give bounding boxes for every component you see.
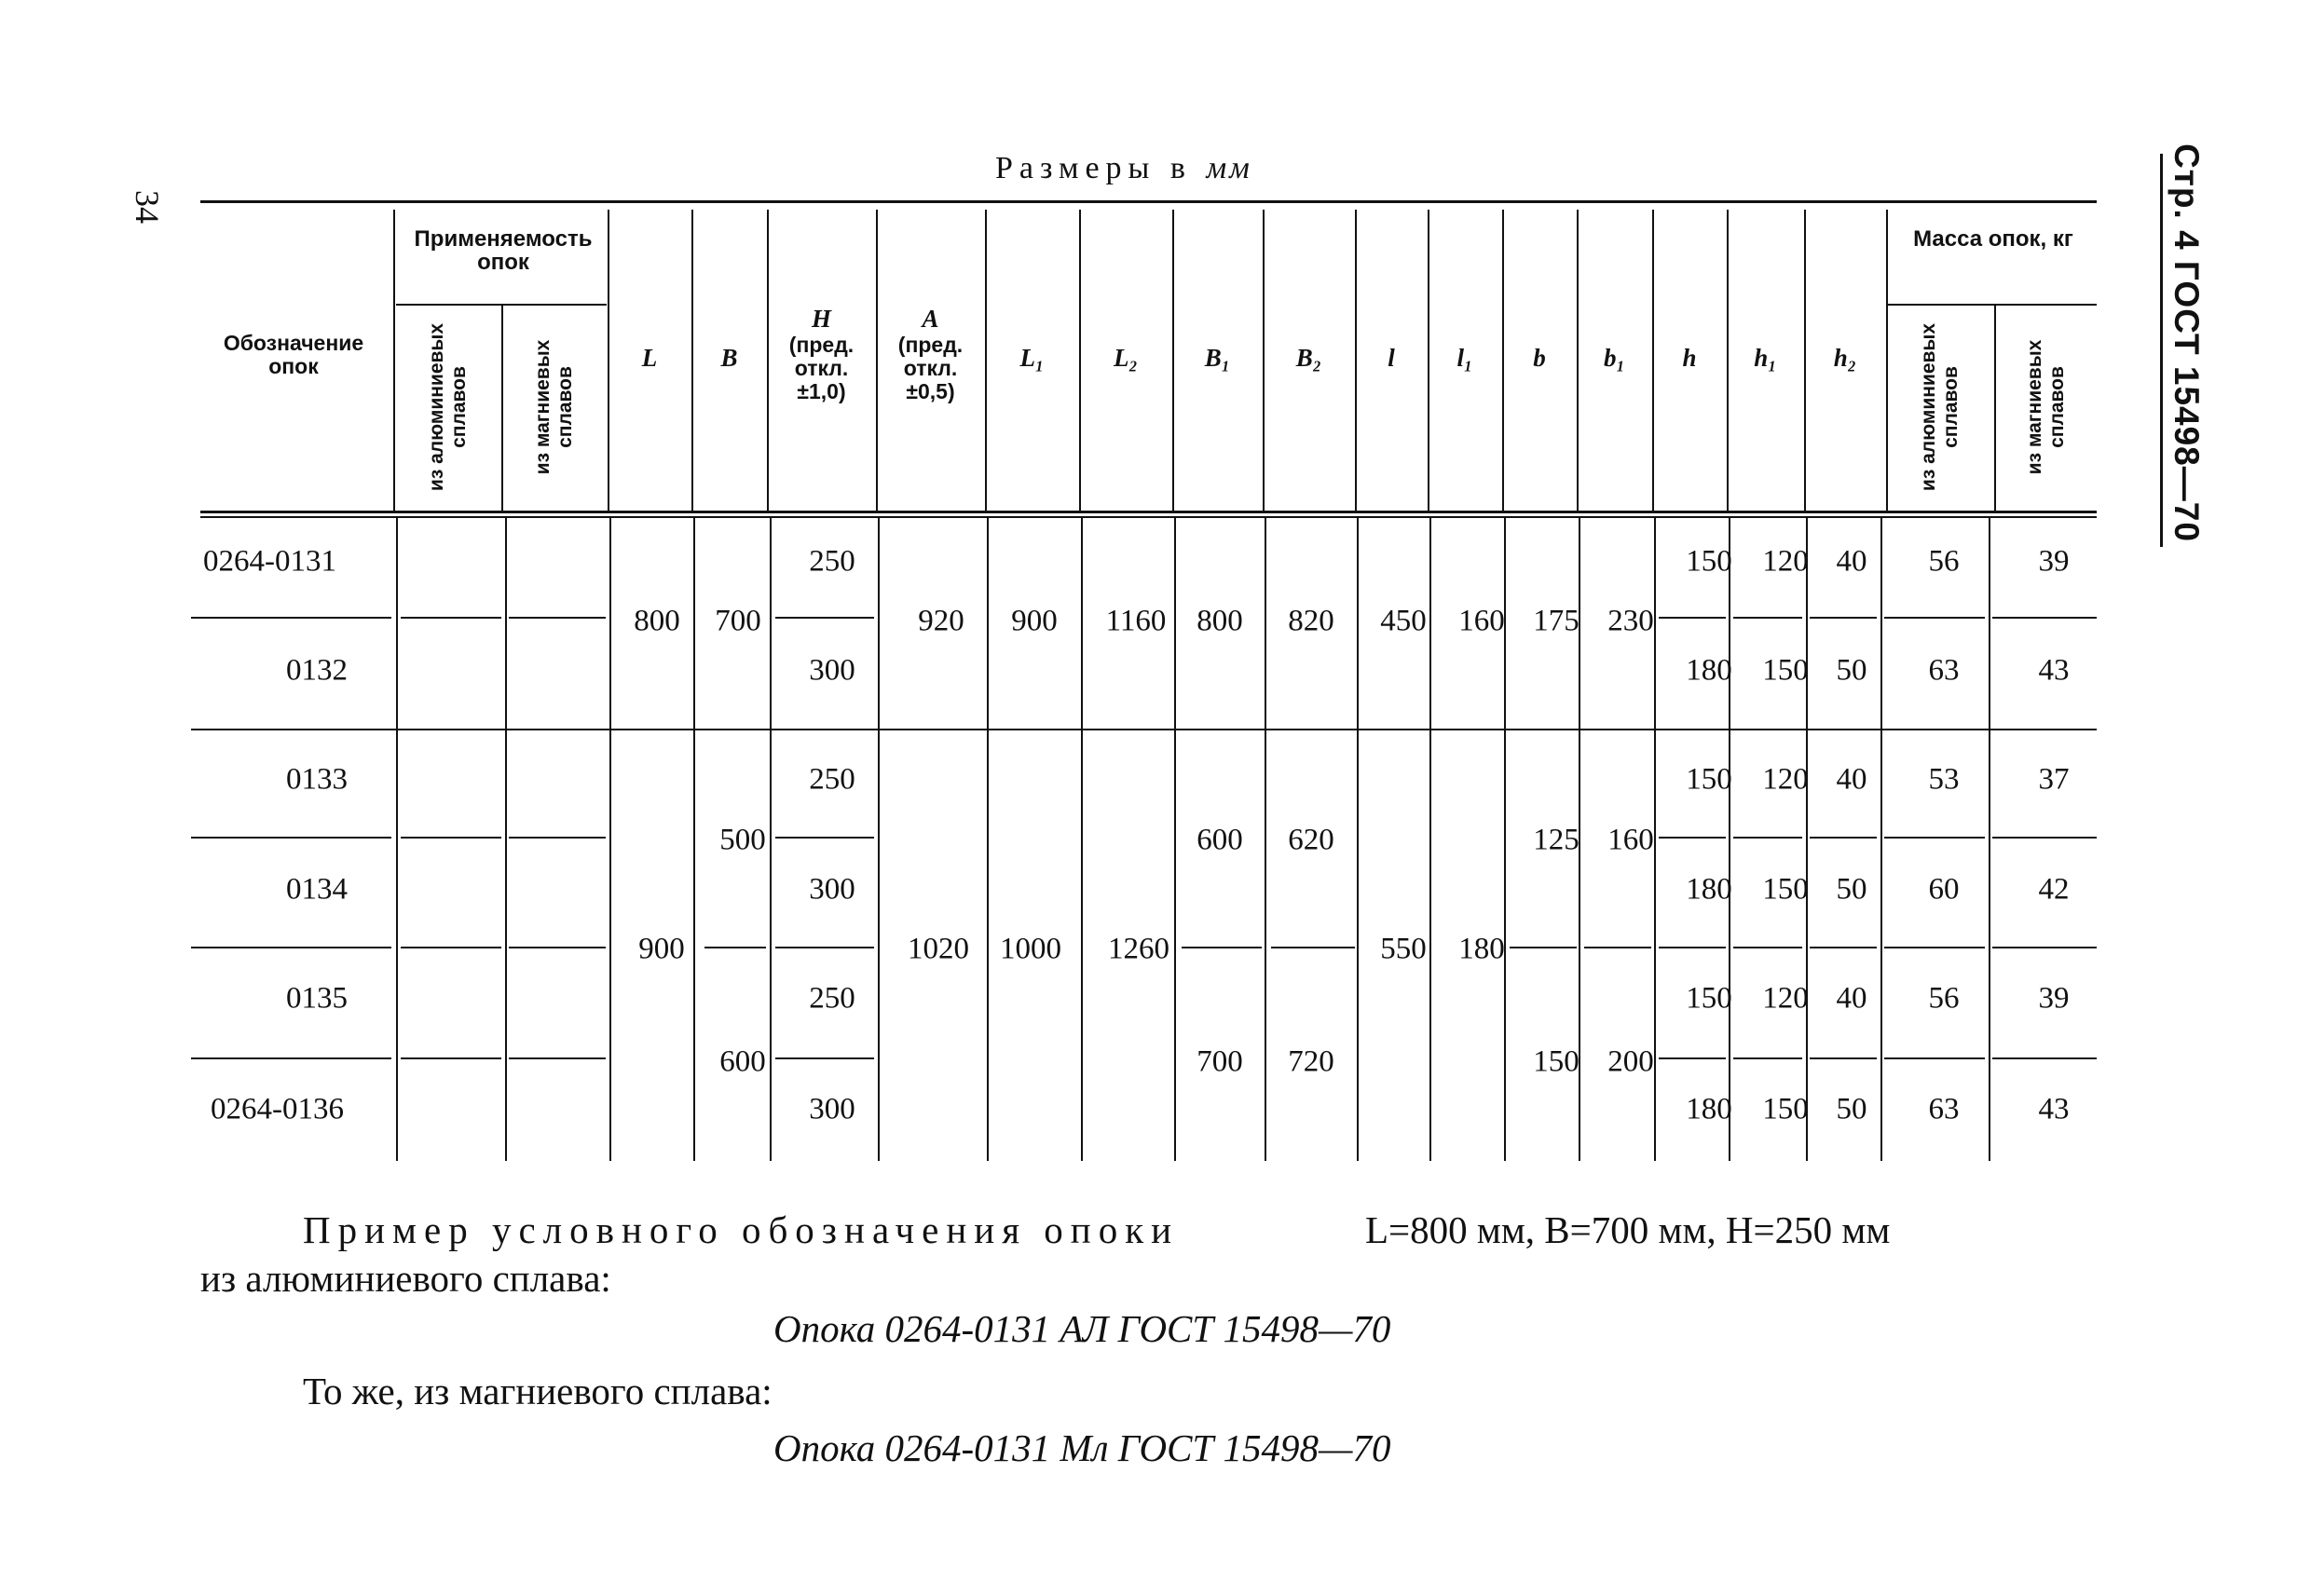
cell-A: 1020 bbox=[908, 932, 969, 966]
cell-mass-mg: 43 bbox=[2038, 1092, 2070, 1126]
cell-h1: 150 bbox=[1762, 653, 1809, 688]
cell-h2: 40 bbox=[1836, 544, 1867, 579]
row-rule bbox=[1182, 947, 1262, 948]
cell-code: 0135 bbox=[286, 981, 348, 1016]
cell-H: 300 bbox=[809, 872, 855, 907]
vrule bbox=[1994, 306, 1996, 511]
row-rule bbox=[1810, 1057, 1877, 1059]
row-rule bbox=[191, 837, 391, 839]
cell-H: 250 bbox=[809, 981, 855, 1016]
cell-B1: 800 bbox=[1197, 604, 1243, 638]
cell-b: 150 bbox=[1533, 1044, 1579, 1079]
cell-h: 150 bbox=[1686, 981, 1732, 1016]
row-rule bbox=[1992, 617, 2097, 619]
header-B: B bbox=[720, 344, 738, 372]
header-mass: Масса опок, кг bbox=[1913, 226, 2073, 252]
row-rule bbox=[1884, 947, 1985, 948]
vrule bbox=[693, 518, 695, 1161]
cell-code: 0134 bbox=[286, 872, 348, 907]
cell-h1: 120 bbox=[1762, 762, 1809, 797]
cell-b1: 230 bbox=[1607, 604, 1654, 638]
vrule bbox=[505, 518, 507, 1161]
row-rule bbox=[1733, 1057, 1802, 1059]
cell-H: 300 bbox=[809, 1092, 855, 1126]
cell-mass-al: 56 bbox=[1928, 544, 1960, 579]
cell-l1: 180 bbox=[1458, 932, 1505, 966]
vrule bbox=[1265, 518, 1266, 1161]
cell-mass-al: 56 bbox=[1928, 981, 1960, 1016]
row-rule bbox=[1733, 947, 1802, 948]
cell-h2: 50 bbox=[1836, 1092, 1867, 1126]
vrule bbox=[393, 210, 395, 511]
header-A: A bbox=[922, 305, 939, 333]
cell-A: 920 bbox=[918, 604, 964, 638]
header-mass-magnesium: из магниевых сплавов bbox=[2024, 339, 2068, 475]
cell-code: 0133 bbox=[286, 762, 348, 797]
header-L1: L₁ bbox=[1019, 344, 1045, 372]
cell-B: 500 bbox=[719, 823, 766, 857]
row-rule bbox=[191, 617, 391, 619]
row-rule bbox=[509, 837, 606, 839]
header-app-magnesium: из магниевых сплавов bbox=[532, 339, 576, 475]
vrule bbox=[770, 518, 772, 1161]
vrule bbox=[609, 518, 611, 1161]
cell-B: 600 bbox=[719, 1044, 766, 1079]
vrule bbox=[1989, 518, 1990, 1161]
vrule bbox=[1429, 518, 1431, 1161]
cell-mass-mg: 37 bbox=[2038, 762, 2070, 797]
cell-H: 300 bbox=[809, 653, 855, 688]
row-rule bbox=[191, 1057, 391, 1059]
designation-magnesium: Опока 0264-0131 Мл ГОСТ 15498—70 bbox=[773, 1426, 1391, 1469]
cell-mass-mg: 39 bbox=[2038, 981, 2070, 1016]
row-rule bbox=[1884, 837, 1985, 839]
cell-l1: 160 bbox=[1458, 604, 1505, 638]
row-rule bbox=[1271, 947, 1355, 948]
cell-b: 175 bbox=[1533, 604, 1579, 638]
units-prefix: Размеры в bbox=[995, 151, 1192, 185]
vrule bbox=[987, 518, 989, 1161]
cell-h1: 120 bbox=[1762, 981, 1809, 1016]
header-bottom-rule-2 bbox=[200, 516, 2097, 518]
header-app-aluminium: из алюминиевых сплавов bbox=[426, 322, 470, 492]
header-h: h bbox=[1682, 344, 1697, 372]
cell-L1: 900 bbox=[1011, 604, 1058, 638]
header-H-tolerance: (пред. откл. ±1,0) bbox=[788, 333, 855, 403]
row-rule bbox=[1992, 947, 2097, 948]
designation-aluminium: Опока 0264-0131 АЛ ГОСТ 15498—70 bbox=[773, 1307, 1391, 1350]
cell-h2: 50 bbox=[1836, 653, 1867, 688]
cell-h: 150 bbox=[1686, 544, 1732, 579]
cell-b1: 200 bbox=[1607, 1044, 1654, 1079]
page-number: 34 bbox=[129, 190, 166, 224]
vrule bbox=[876, 210, 878, 511]
vrule bbox=[1357, 518, 1359, 1161]
cell-code: 0264-0131 bbox=[203, 544, 336, 579]
row-rule bbox=[1810, 617, 1877, 619]
row-rule bbox=[1992, 837, 2097, 839]
vrule bbox=[1886, 210, 1888, 511]
cell-mass-mg: 39 bbox=[2038, 544, 2070, 579]
cell-h2: 40 bbox=[1836, 981, 1867, 1016]
cell-b1: 160 bbox=[1607, 823, 1654, 857]
side-rule bbox=[2160, 154, 2163, 547]
row-rule bbox=[1884, 617, 1985, 619]
row-rule bbox=[1659, 947, 1726, 948]
cell-mass-al: 63 bbox=[1928, 1092, 1960, 1126]
cell-mass-al: 53 bbox=[1928, 762, 1960, 797]
vrule bbox=[1174, 518, 1176, 1161]
cell-h: 180 bbox=[1686, 1092, 1732, 1126]
cell-h: 180 bbox=[1686, 872, 1732, 907]
row-rule bbox=[1810, 947, 1877, 948]
cell-mass-mg: 42 bbox=[2038, 872, 2070, 907]
row-rule bbox=[1510, 947, 1577, 948]
cell-B2: 620 bbox=[1288, 823, 1334, 857]
row-rule bbox=[191, 947, 391, 948]
header-L: L bbox=[641, 344, 658, 372]
vrule bbox=[767, 210, 769, 511]
row-rule bbox=[704, 947, 766, 948]
row-rule bbox=[401, 837, 501, 839]
header-A-tolerance: (пред. откл. ±0,5) bbox=[897, 333, 964, 403]
row-rule bbox=[509, 947, 606, 948]
row-rule bbox=[1810, 837, 1877, 839]
cell-L: 900 bbox=[638, 932, 685, 966]
row-rule bbox=[1659, 837, 1726, 839]
row-rule bbox=[1584, 947, 1651, 948]
vrule bbox=[1654, 518, 1656, 1161]
cell-l: 450 bbox=[1380, 604, 1427, 638]
row-rule bbox=[775, 947, 874, 948]
row-rule bbox=[401, 617, 501, 619]
cell-h2: 40 bbox=[1836, 762, 1867, 797]
example-material: из алюминиевого сплава: bbox=[200, 1257, 611, 1300]
row-rule bbox=[775, 617, 874, 619]
row-rule bbox=[1992, 1057, 2097, 1059]
row-rule bbox=[1733, 837, 1802, 839]
cell-h: 150 bbox=[1686, 762, 1732, 797]
cell-mass-al: 60 bbox=[1928, 872, 1960, 907]
example-intro: Пример условного обозначения опоки bbox=[303, 1208, 1180, 1251]
header-applicability: Применяемость опок bbox=[414, 226, 593, 275]
header-bottom-rule bbox=[200, 511, 2097, 513]
row-rule bbox=[509, 1057, 606, 1059]
cell-L: 800 bbox=[634, 604, 680, 638]
vrule bbox=[1081, 518, 1083, 1161]
row-rule bbox=[775, 1057, 874, 1059]
group-rule bbox=[191, 729, 2097, 730]
cell-code: 0264-0136 bbox=[211, 1092, 344, 1126]
cell-L2: 1160 bbox=[1105, 604, 1167, 638]
cell-h: 180 bbox=[1686, 653, 1732, 688]
vrule bbox=[1880, 518, 1882, 1161]
header-l1: l₁ bbox=[1456, 344, 1473, 372]
row-rule bbox=[1659, 1057, 1726, 1059]
header-B2: B₂ bbox=[1295, 344, 1322, 372]
cell-h2: 50 bbox=[1836, 872, 1867, 907]
units-caption bbox=[995, 151, 1252, 186]
row-rule bbox=[1659, 617, 1726, 619]
header-h2: h₂ bbox=[1833, 344, 1857, 372]
row-rule bbox=[1884, 1057, 1985, 1059]
header-B1: B₁ bbox=[1204, 344, 1231, 372]
example-dims: L=800 мм, B=700 мм, H=250 мм bbox=[1365, 1208, 1891, 1251]
vrule bbox=[1729, 518, 1730, 1161]
cell-h1: 120 bbox=[1762, 544, 1809, 579]
header-l: l bbox=[1388, 344, 1395, 372]
cell-h1: 150 bbox=[1762, 872, 1809, 907]
header-H: H bbox=[811, 305, 831, 333]
cell-H: 250 bbox=[809, 762, 855, 797]
side-header: Стр. 4 ГОСТ 15498—70 bbox=[2167, 143, 2206, 542]
cell-mass-al: 63 bbox=[1928, 653, 1960, 688]
units-unit: мм bbox=[1206, 151, 1252, 185]
mass-rule bbox=[1888, 304, 2097, 306]
header-b: b bbox=[1533, 344, 1546, 372]
cell-L1: 1000 bbox=[1000, 932, 1061, 966]
header-h1: h₁ bbox=[1754, 344, 1777, 372]
vrule bbox=[878, 518, 880, 1161]
header-L2: L₂ bbox=[1114, 344, 1138, 372]
header-b1: b₁ bbox=[1604, 344, 1625, 372]
cell-H: 250 bbox=[809, 544, 855, 579]
vrule bbox=[396, 518, 398, 1161]
row-rule bbox=[1733, 617, 1802, 619]
cell-L2: 1260 bbox=[1108, 932, 1169, 966]
header-mass-aluminium: из алюминиевых сплавов bbox=[1918, 322, 1962, 492]
cell-B1: 600 bbox=[1197, 823, 1243, 857]
vrule bbox=[501, 306, 503, 511]
row-rule bbox=[401, 947, 501, 948]
cell-B2: 820 bbox=[1288, 604, 1334, 638]
cell-mass-mg: 43 bbox=[2038, 653, 2070, 688]
cell-B2: 720 bbox=[1288, 1044, 1334, 1079]
row-rule bbox=[509, 617, 606, 619]
cell-h1: 150 bbox=[1762, 1092, 1809, 1126]
cell-code: 0132 bbox=[286, 653, 348, 688]
table-top-rule bbox=[200, 200, 2097, 203]
cell-l: 550 bbox=[1380, 932, 1427, 966]
vrule bbox=[1806, 518, 1808, 1161]
same-magnesium: То же, из магниевого сплава: bbox=[303, 1370, 773, 1412]
cell-B1: 700 bbox=[1197, 1044, 1243, 1079]
row-rule bbox=[401, 1057, 501, 1059]
cell-B: 700 bbox=[715, 604, 761, 638]
header-designation: Обозначение опок bbox=[223, 331, 364, 378]
row-rule bbox=[775, 837, 874, 839]
cell-b: 125 bbox=[1533, 823, 1579, 857]
